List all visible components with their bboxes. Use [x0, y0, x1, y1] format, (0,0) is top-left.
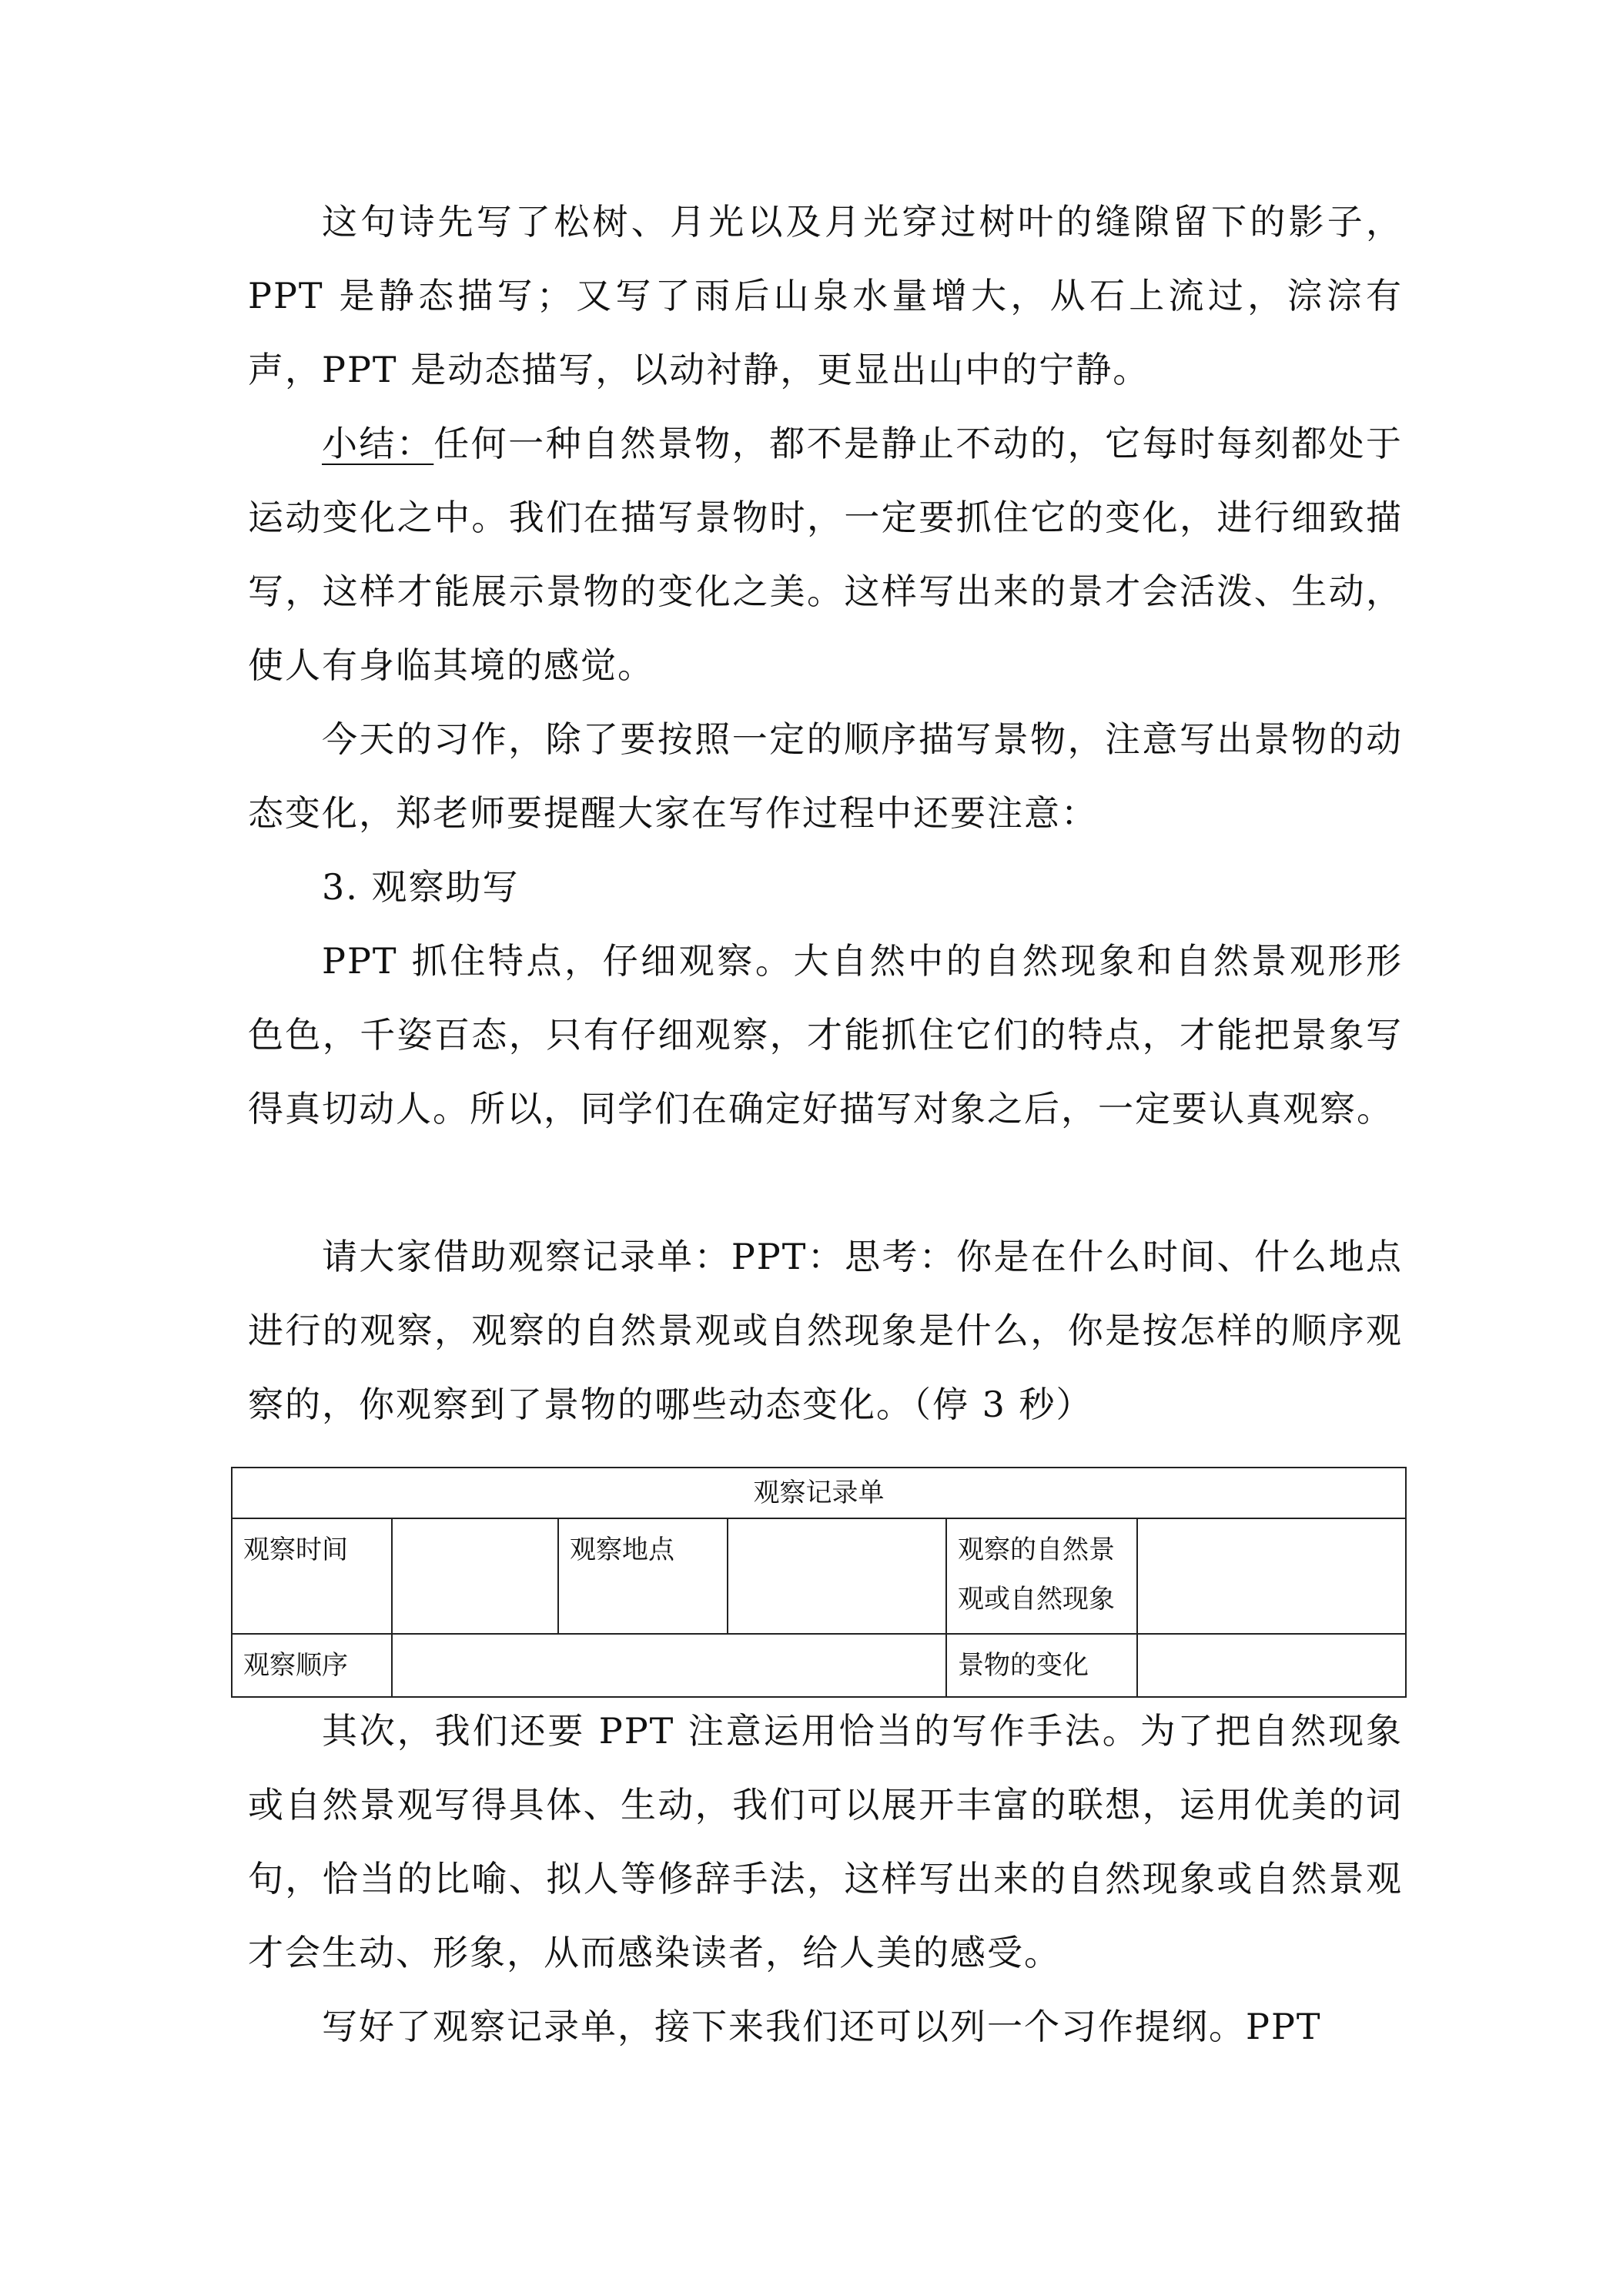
- summary-label: 小结：: [322, 423, 434, 464]
- paragraph-poem-analysis: 这句诗先写了松树、月光以及月光穿过树叶的缝隙留下的影子，PPT 是静态描写；又写了雨后山泉水量增大，从石上流过，淙淙有声，PPT 是动态描写，以动衬静，更显出山中的宁静。: [248, 201, 1403, 390]
- cell-scene-value: [1137, 1518, 1406, 1634]
- paragraph-observe-features: PPT 抓住特点，仔细观察。大自然中的自然现象和自然景观形形色色，千姿百态，只有仔细观察，才能抓住它们的特点，才能把景象写得真切动人。所以，同学们在确定好描写对象之后，一定要认真观察。: [248, 940, 1403, 1130]
- cell-time-label: 观察时间: [232, 1518, 392, 1634]
- paragraph-summary: [248, 407, 1403, 702]
- section-heading-observation: 3. 观察助写: [322, 866, 520, 908]
- cell-change-value: [1137, 1634, 1406, 1697]
- cell-place-label: 观察地点: [558, 1518, 728, 1634]
- paragraph-today-task: 今天的习作，除了要按照一定的顺序描写景物，注意写出景物的动态变化，郑老师要提醒大家在写作过程中还要注意：: [248, 718, 1403, 834]
- paragraph-writing-techniques: 其次，我们还要 PPT 注意运用恰当的写作手法。为了把自然现象或自然景观写得具体、生动，我们可以展开丰富的联想，运用优美的词句，恰当的比喻、拟人等修辞手法，这样写出来的自然现象或自然景观才会生动、形象，从而感染读者，给人美的感受。: [248, 1710, 1403, 1973]
- cell-time-value: [392, 1518, 558, 1634]
- paragraph-outline-intro: 写好了观察记录单，接下来我们还可以列一个习作提纲。PPT: [322, 2006, 1322, 2047]
- table-title: 观察记录单: [232, 1468, 1406, 1518]
- cell-change-label: 景物的变化: [946, 1634, 1137, 1697]
- cell-place-value: [728, 1518, 946, 1634]
- cell-scene-label: 观察的自然景观或自然现象: [946, 1518, 1137, 1634]
- cell-order-value: [392, 1634, 946, 1697]
- observation-record-table: [231, 1467, 1407, 1698]
- cell-order-label: 观察顺序: [232, 1634, 392, 1697]
- paragraph-record-sheet-prompt: 请大家借助观察记录单：PPT：思考：你是在什么时间、什么地点进行的观察，观察的自然景观或自然现象是什么，你是按怎样的顺序观察的，你观察到了景物的哪些动态变化。（停 3 秒）: [248, 1236, 1403, 1425]
- summary-text: 任何一种自然景物，都不是静止不动的，它每时每刻都处于运动变化之中。我们在描写景物时，一定要抓住它的变化，进行细致描写，这样才能展示景物的变化之美。这样写出来的景才会活泼、生动，使人有身临其境的感觉。: [248, 423, 1404, 686]
